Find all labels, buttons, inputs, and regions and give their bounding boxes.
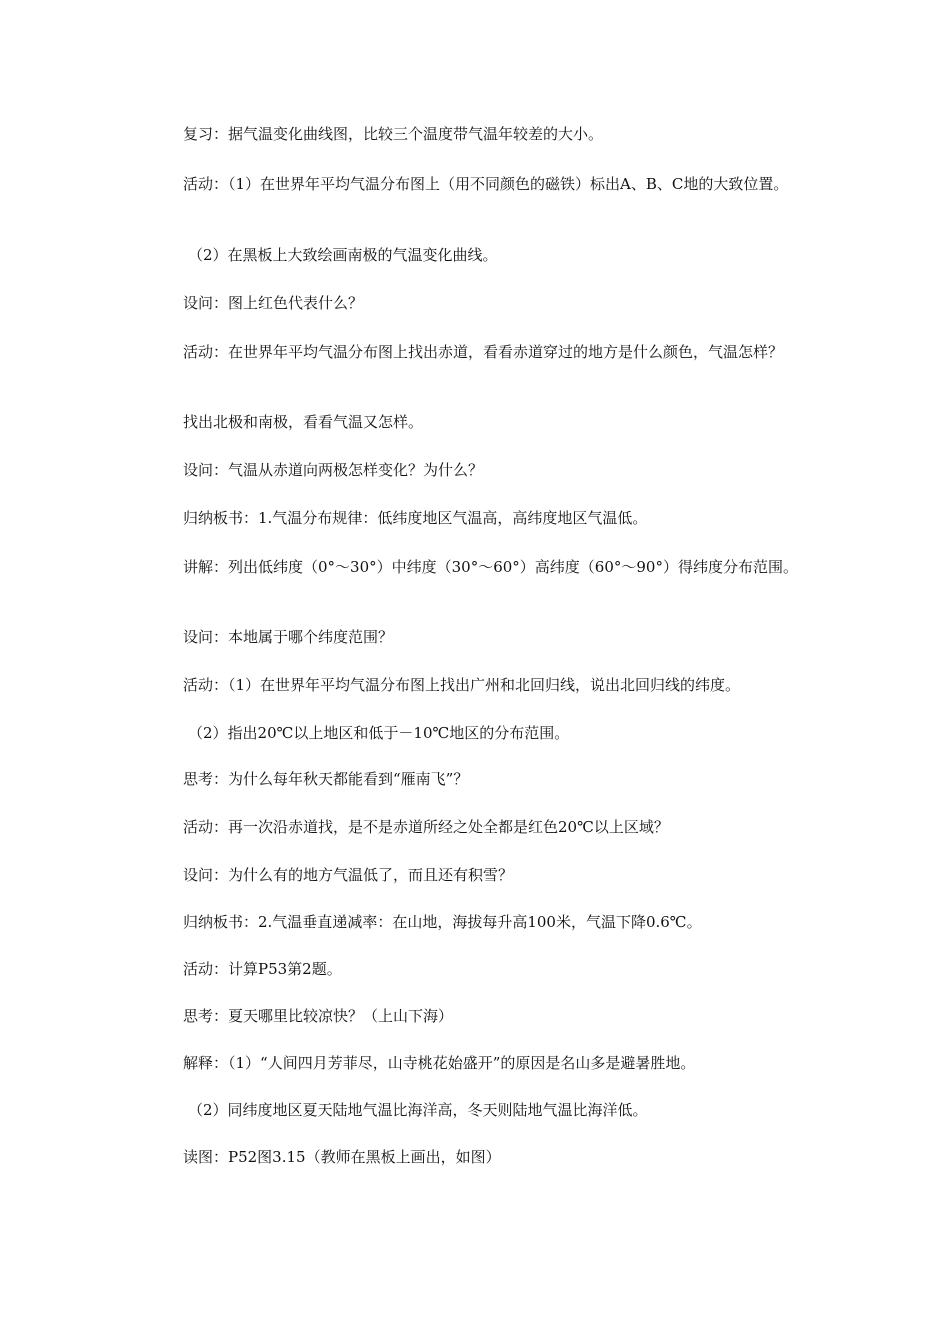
paragraph-question-temperature-change: 设问：气温从赤道向两极怎样变化？为什么？ [183, 461, 484, 479]
paragraph-activity-distribution-range: （2）指出20℃以上地区和低于－10℃地区的分布范围。 [188, 724, 570, 742]
paragraph-question-snow: 设问：为什么有的地方气温低了，而且还有积雪？ [183, 866, 514, 884]
paragraph-summary-distribution: 归纳板书：1.气温分布规律：低纬度地区气温高，高纬度地区气温低。 [183, 509, 648, 527]
paragraph-activity-1-part-2: （2）在黑板上大致绘画南极的气温变化曲线。 [188, 246, 498, 264]
paragraph-find-poles: 找出北极和南极，看看气温又怎样。 [183, 413, 424, 431]
paragraph-explanation-land-sea: （2）同纬度地区夏天陆地气温比海洋高，冬天则陆地气温比海洋低。 [188, 1101, 648, 1119]
paragraph-activity-guangzhou: 活动：（1）在世界年平均气温分布图上找出广州和北回归线，说出北回归线的纬度。 [183, 676, 741, 694]
paragraph-think-summer: 思考：夏天哪里比较凉快？（上山下海） [183, 1007, 454, 1025]
paragraph-activity-1: 活动：（1）在世界年平均气温分布图上（用不同颜色的磁铁）标出A、B、C地的大致位置。 [183, 175, 789, 193]
paragraph-activity-calculation: 活动：计算P53第2题。 [183, 960, 342, 978]
paragraph-summary-vertical-lapse: 归纳板书：2.气温垂直递减率：在山地，海拔每升高100米，气温下降0.6℃。 [183, 913, 702, 931]
paragraph-review: 复习：据气温变化曲线图，比较三个温度带气温年较差的大小。 [183, 125, 604, 143]
paragraph-explanation-latitude: 讲解：列出低纬度（0°～30°）中纬度（30°～60°）高纬度（60°～90°）得纬度分布范围。 [183, 558, 798, 576]
paragraph-question-local-latitude: 设问：本地属于哪个纬度范围？ [183, 628, 394, 646]
paragraph-activity-equator-again: 活动：再一次沿赤道找，是不是赤道所经之处全都是红色20℃以上区域？ [183, 818, 669, 836]
paragraph-explanation-poem: 解释：（1）“人间四月芳菲尽，山寺桃花始盛开”的原因是名山多是避暑胜地。 [183, 1054, 696, 1072]
paragraph-think-geese: 思考：为什么每年秋天都能看到“雁南飞”？ [183, 770, 469, 788]
paragraph-question-red: 设问：图上红色代表什么？ [183, 294, 364, 312]
paragraph-read-figure: 读图：P52图3.15（教师在黑板上画出，如图） [183, 1148, 501, 1166]
paragraph-activity-equator: 活动：在世界年平均气温分布图上找出赤道，看看赤道穿过的地方是什么颜色，气温怎样？ [183, 343, 784, 361]
